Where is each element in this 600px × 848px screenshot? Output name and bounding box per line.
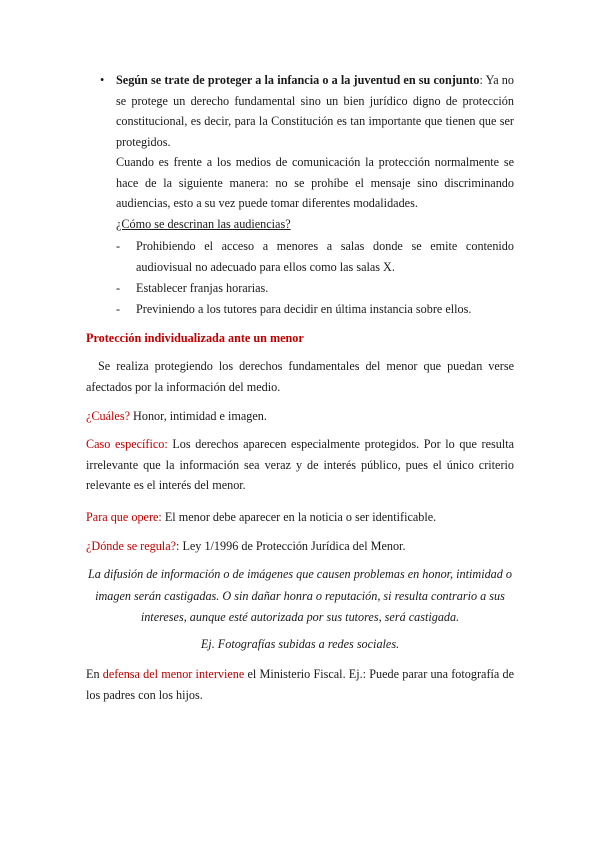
- media-paragraph: Cuando es frente a los medios de comunicación la protección normalmente se hace de la siguiente manera: no se prohíbe el mensaje sino discriminando audiencias, esto a su vez puede tomar diferentes modalidades.: [116, 155, 514, 210]
- regula-line: [86, 536, 514, 557]
- regula-label: ¿Dónde se regula?: [86, 539, 177, 553]
- question-heading: ¿Cómo se descrinan las audiencias?: [116, 217, 291, 231]
- cuales-line: [86, 406, 514, 427]
- final-paragraph: [86, 664, 514, 705]
- caso-text: Los derechos aparecen especialmente protegidos. Por lo que resulta irrelevante que la información sea veraz y de interés público, pues el único criterio relevante es el interés del menor.: [86, 437, 514, 492]
- final-text: el Ministerio Fiscal. Ej.: Puede parar una fotografía de los padres con los hijos.: [86, 667, 514, 702]
- final-highlight: defensa del menor interviene: [102, 667, 245, 681]
- example-line: Ej. Fotografías subidas a redes sociales.: [200, 637, 400, 651]
- dash-item: [116, 278, 514, 299]
- bullet-lead: Según se trate de proteger a la infancia o a la juventud en su conjunto: [116, 73, 480, 87]
- opere-line: [86, 507, 514, 528]
- italic-quote: La difusión de información o de imágenes que causen problemas en honor, intimidad o imagen serán castigadas. O sin dañar honra o reputación, si resulta contrario a sus intereses, aunque esté autorizada por sus tutores, será castigada.: [87, 567, 513, 624]
- opere-label: Para que opere:: [86, 510, 162, 524]
- regula-text: : Ley 1/1996 de Protección Jurídica del Menor.: [176, 539, 406, 553]
- bullet-text: : Ya no se protege un derecho fundamental sino un bien jurídico digno de protección constitucional, es decir, para la Constitución es tan importante que tienen que ser protegidos.: [116, 73, 514, 149]
- cuales-text: Honor, intimidad e imagen.: [130, 409, 267, 423]
- dash-marker: -: [116, 281, 121, 295]
- opere-text: El menor debe aparecer en la noticia o ser identificable.: [161, 510, 437, 524]
- intro-paragraph: Se realiza protegiendo los derechos fundamentales del menor que puedan verse afectados por la información del medio.: [86, 359, 514, 394]
- dash-item-text: Previniendo a los tutores para decidir en última instancia sobre ellos.: [136, 302, 472, 316]
- caso-paragraph: [86, 434, 514, 496]
- dash-marker: -: [116, 239, 121, 253]
- bullet-marker: •: [100, 73, 105, 87]
- dash-item-text: Establecer franjas horarias.: [136, 281, 269, 295]
- dash-item: [116, 299, 514, 320]
- section-title: Protección individualizada ante un menor: [86, 331, 304, 345]
- bullet-paragraph: [116, 70, 514, 152]
- dash-marker: -: [116, 302, 121, 316]
- caso-label: Caso específico:: [86, 437, 168, 451]
- dash-item: [116, 236, 514, 277]
- final-prefix: En: [86, 667, 103, 681]
- dash-item-text: Prohibiendo el acceso a menores a salas donde se emite contenido audiovisual no adecuado para ellos como las salas X.: [136, 239, 514, 274]
- cuales-label: ¿Cuáles?: [86, 409, 130, 423]
